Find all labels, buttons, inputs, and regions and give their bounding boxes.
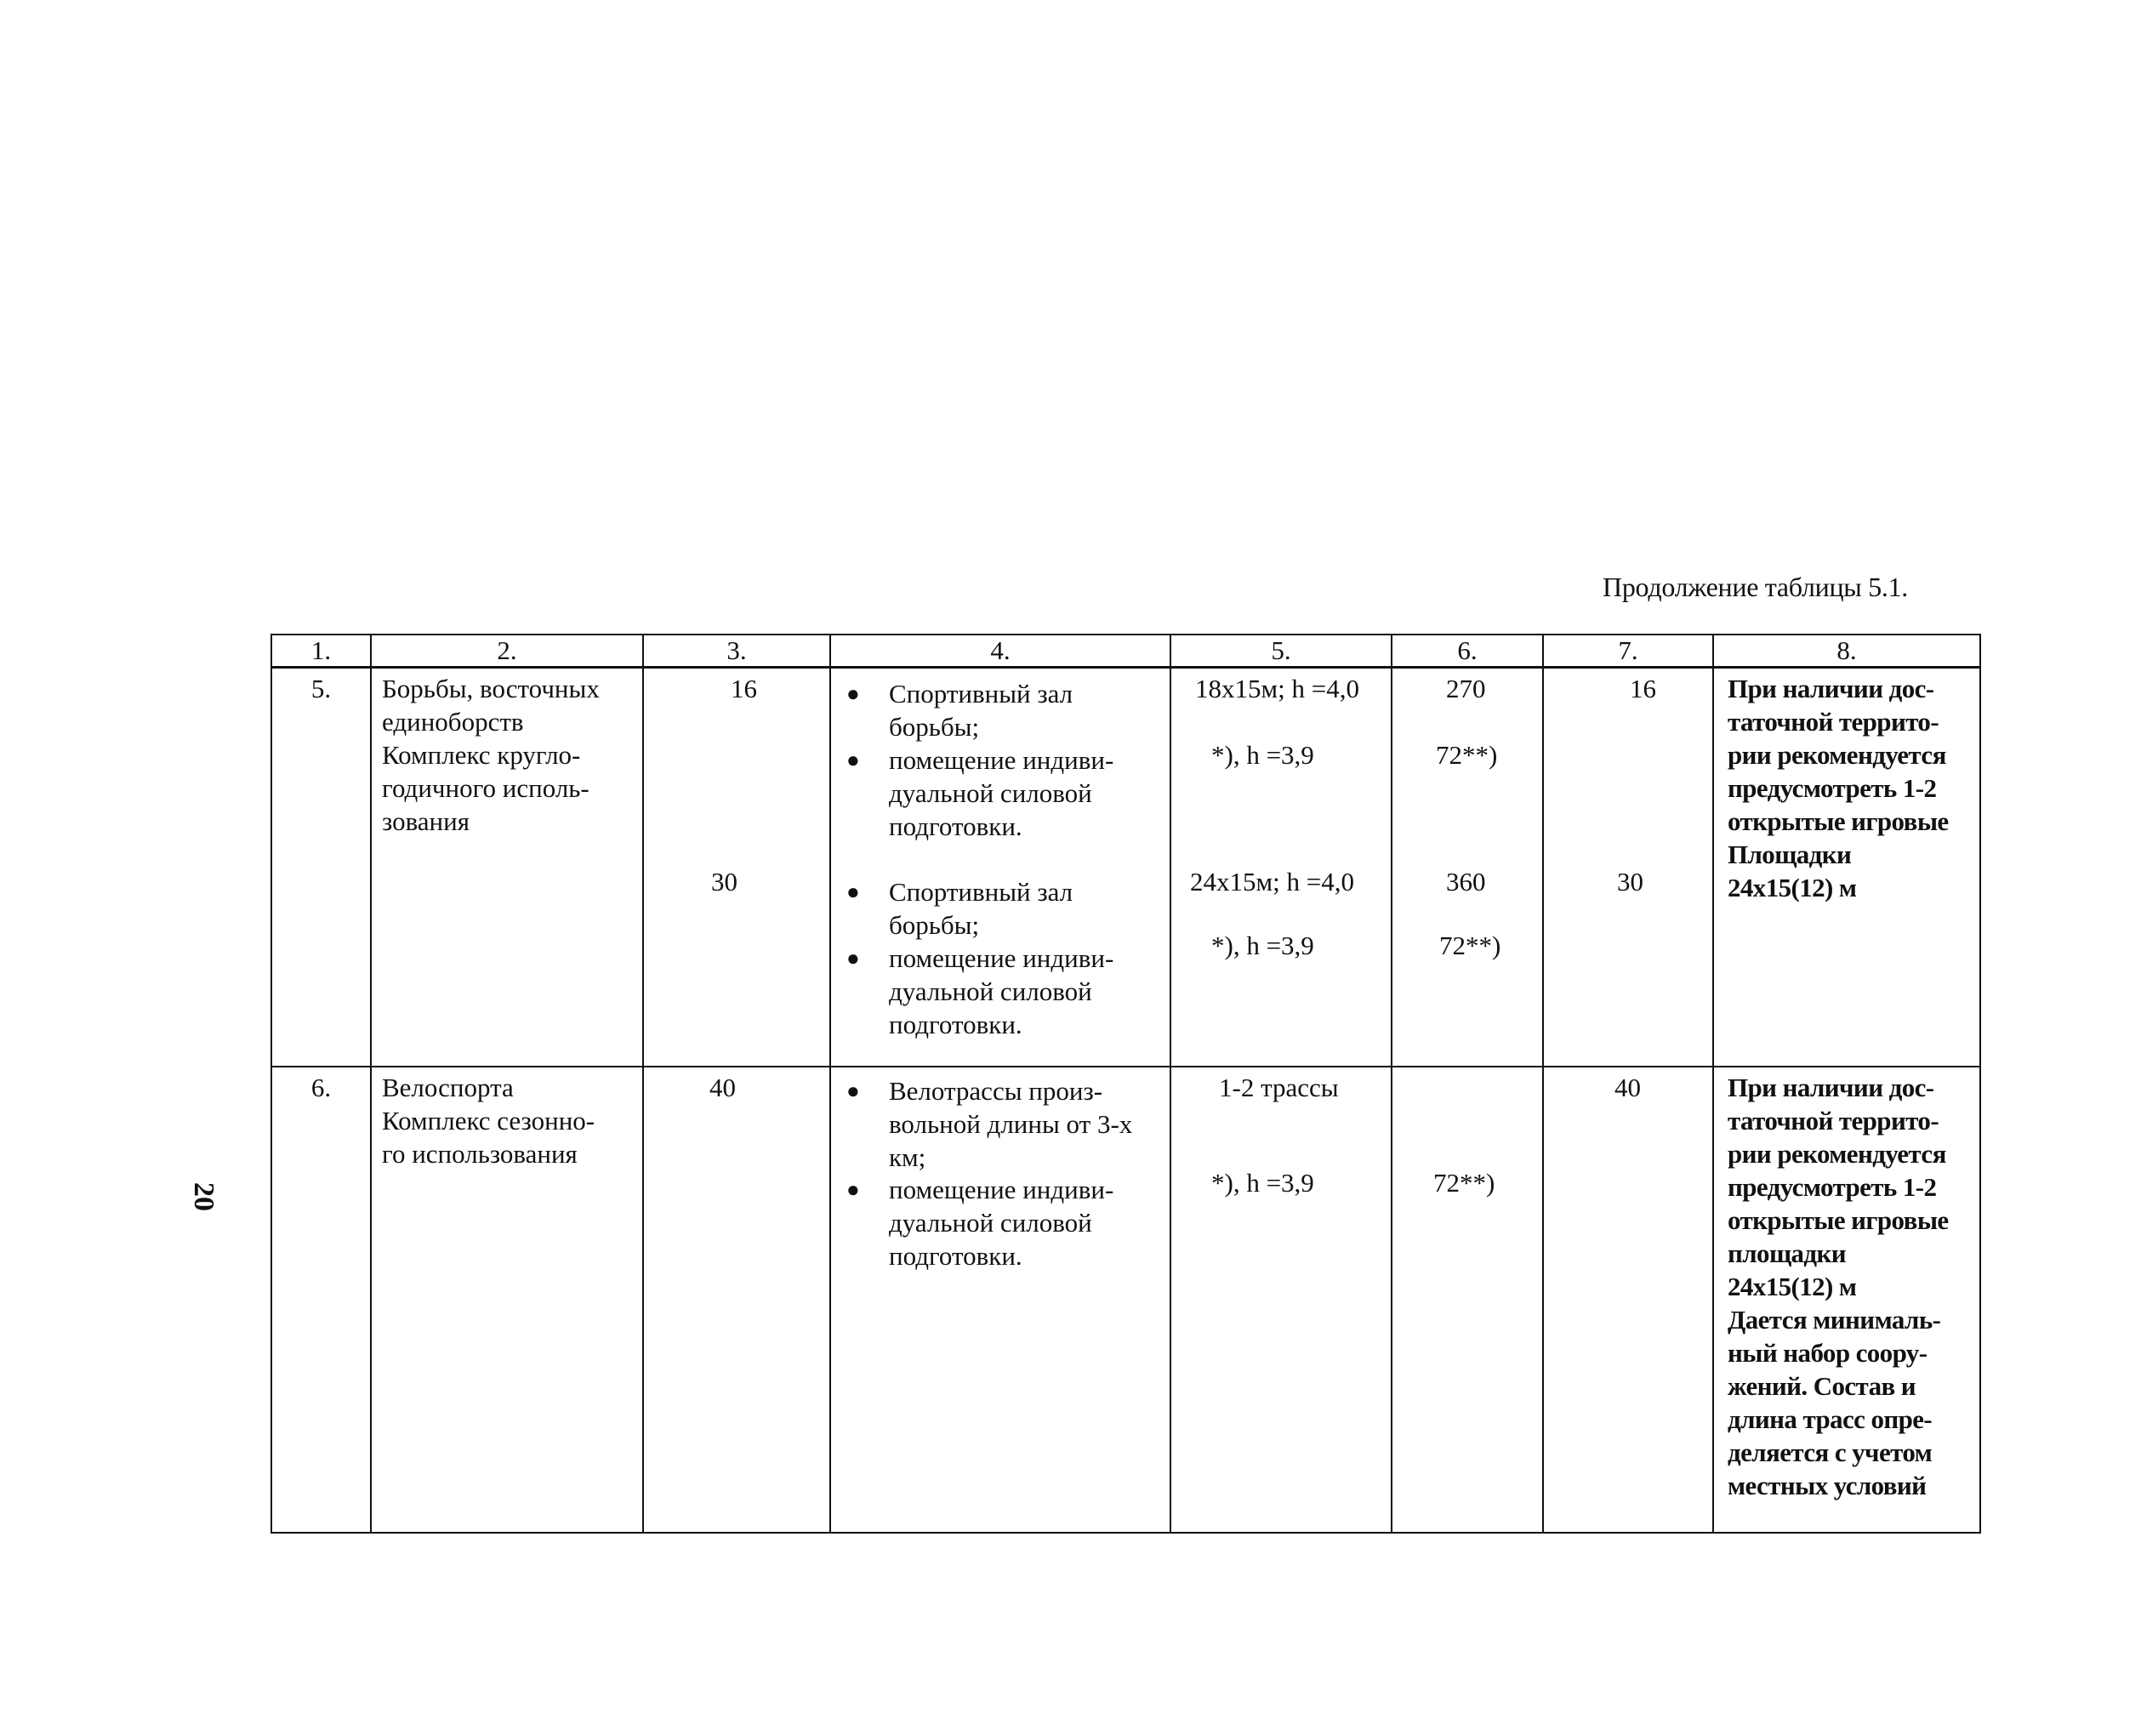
- bullet-icon: ●: [846, 946, 860, 970]
- bullet-icon: ●: [846, 681, 860, 706]
- size-value: 18x15м; h =4,0: [1195, 674, 1359, 703]
- header-cell: 2.: [371, 635, 643, 668]
- facility-name: Борьбы, восточных единоборств Комплекс кругло- годичного исполь- зования: [382, 674, 600, 836]
- bullet-icon: ●: [846, 1176, 860, 1202]
- col7-value: 30: [1617, 867, 1643, 896]
- capacity-value: 16: [731, 674, 757, 703]
- header-cell: 6.: [1392, 635, 1543, 668]
- area-value: 72**): [1439, 931, 1501, 960]
- capacity-value: 40: [709, 1072, 736, 1102]
- header-cell: 1.: [271, 635, 371, 668]
- table-row: 6. Велоспорта Комплекс сезонно- го использования 40 ● Велотрассы произ- вольной длины от 3-х км; ● помещение индиви- дуальной силовой подготовки. 1-2 трассы *), h =3,9 72**) 40 При наличии дос- таточной террито- рии рекомендуется предусмотреть 1-2 открытые игровые площадки 24x15(12) м Дается минималь- ный набор соору- жений. Состав и длина трасс опре- деляется с учетом местных условий: [271, 1067, 1980, 1533]
- header-cell: 7.: [1543, 635, 1713, 668]
- area-value: 270: [1446, 674, 1486, 703]
- table-header-row: [271, 635, 1980, 668]
- row-number: 6.: [310, 1072, 332, 1102]
- size-value: *), h =3,9: [1211, 931, 1314, 960]
- bullet-icon: ●: [846, 748, 860, 772]
- area-value: 360: [1446, 867, 1486, 896]
- page-number: 20: [188, 1182, 219, 1211]
- capacity-value: 30: [711, 867, 737, 896]
- size-value: 24x15м; h =4,0: [1190, 867, 1354, 896]
- header-cell: 4.: [830, 635, 1170, 668]
- sports-facilities-table: [270, 634, 1981, 1534]
- area-value: 72**): [1433, 1167, 1495, 1198]
- size-value: 1-2 трассы: [1219, 1072, 1339, 1102]
- facility-name: Велоспорта Комплекс сезонно- го использования: [382, 1072, 595, 1169]
- col7-value: 40: [1614, 1072, 1641, 1102]
- header-cell: 5.: [1170, 635, 1392, 668]
- bullet-icon: ●: [846, 879, 860, 904]
- note-text: При наличии дос- таточной террито- рии рекомендуется предусмотреть 1-2 открытые игровые Площадки 24x15(12) м: [1728, 674, 1949, 902]
- header-cell: 3.: [643, 635, 830, 668]
- table-caption: Продолжение таблицы 5.1.: [1603, 572, 1908, 602]
- header-cell: 8.: [1713, 635, 1980, 668]
- row-number: 5.: [310, 674, 332, 703]
- table-row: 5. Борьбы, восточных единоборств Комплекс кругло- годичного исполь- зования 16 30 ● Спортивный зал борьбы; ● помещение индиви- дуальной силовой подготовки. ● Спортивный зал борьбы; ● помещение индиви- дуальной силовой подготовки. 18x15м; h =4,0 *), h =3,9 24x15м; h =4,0 *), h =3,9 270 72**) 360 72**) 16 30 При наличии дос- таточной террито- рии рекомендуется предусмотреть 1-2 открытые игровые Площадки 24x15(12) м: [271, 668, 1980, 1067]
- col7-value: 16: [1630, 674, 1656, 703]
- size-value: *), h =3,9: [1211, 1167, 1314, 1198]
- area-value: 72**): [1436, 740, 1498, 770]
- note-text: При наличии дос- таточной террито- рии рекомендуется предусмотреть 1-2 открытые игровые площадки 24x15(12) м Дается минималь- ный набор соору- жений. Состав и длина трасс опре- деляется с учетом местных условий: [1728, 1072, 1949, 1500]
- bullet-icon: ●: [846, 1078, 860, 1103]
- size-value: *), h =3,9: [1211, 740, 1314, 770]
